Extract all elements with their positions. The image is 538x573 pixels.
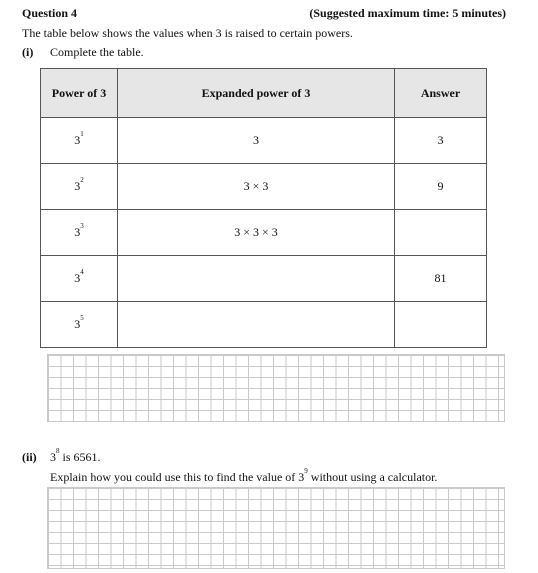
table-row [41,256,487,302]
part-ii-number: (ii) [22,450,37,464]
expanded-cell[interactable]: 3 × 3 × 3 [118,210,395,256]
expanded-cell[interactable] [118,302,395,348]
power-cell: $3^2$ [41,164,118,210]
power-cell: $3^4$ [41,256,118,302]
expanded-cell[interactable] [118,256,395,302]
table-row [41,118,487,164]
working-grid-1[interactable] [47,354,505,422]
header-expanded: Expanded power of 3 [118,69,395,118]
answer-cell[interactable]: 3 [395,118,487,164]
power-cell: $3^3$ [41,210,118,256]
header-answer: Answer [395,69,487,118]
table-row [41,164,487,210]
question-title: Question 4 [22,6,78,20]
header-power: Power of 3 [41,69,118,118]
part-i-instruction: Complete the table. [50,45,144,59]
answer-cell[interactable]: 9 [395,164,487,210]
part-i-number: (i) [22,45,34,59]
suggested-time: (Suggested maximum time: 5 minutes) [309,6,506,20]
powers-table [40,68,487,348]
table-header-row [41,69,487,118]
table-row [41,210,487,256]
part-i-heading [22,45,144,60]
expanded-cell[interactable]: 3 × 3 [118,164,395,210]
question-intro: The table below shows the values when 3 is raised to certain powers. [22,26,353,40]
answer-cell[interactable]: 81 [395,256,487,302]
table-row [41,302,487,348]
power-cell: $3^1$ [41,118,118,164]
answer-cell[interactable] [395,210,487,256]
working-grid-2[interactable] [47,487,505,569]
answer-cell[interactable] [395,302,487,348]
part-ii-instruction: Explain how you could use this to find the value of $3^9$ without using a calculator. [50,467,438,484]
part-ii-statement: (ii) $3^8$ is 6561. [22,447,101,464]
expanded-cell[interactable]: 3 [118,118,395,164]
power-cell: $3^5$ [41,302,118,348]
